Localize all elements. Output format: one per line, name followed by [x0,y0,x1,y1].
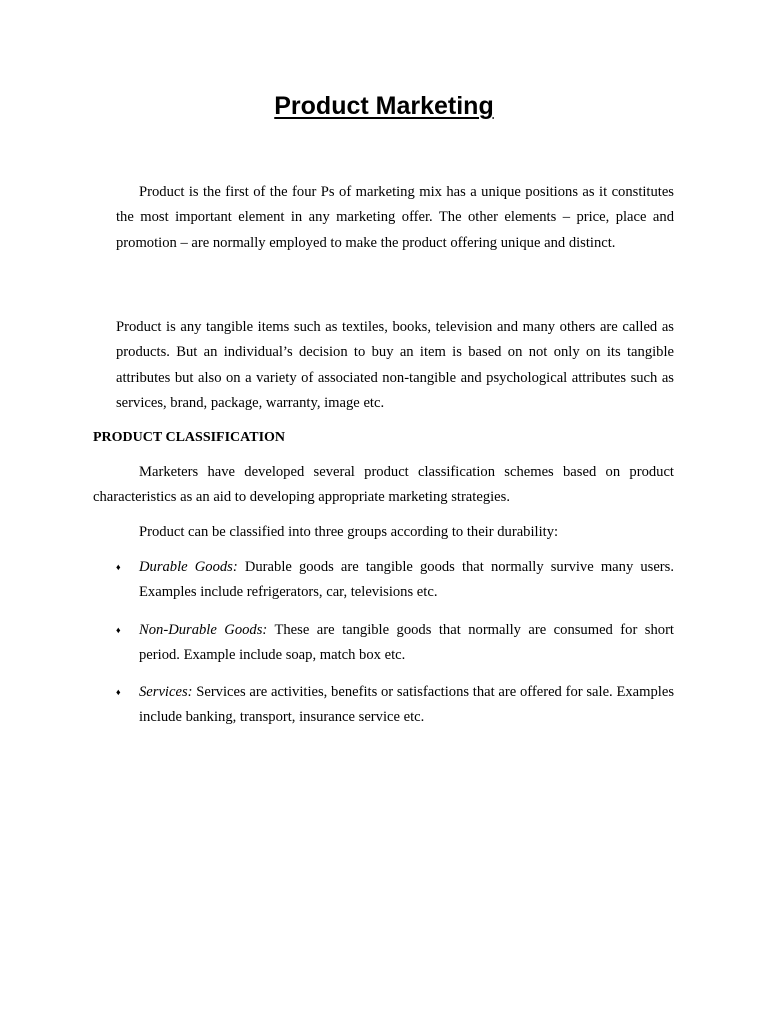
classification-lead-paragraph: Product can be classified into three groups according to their durability: [139,524,559,540]
diamond-bullet-icon: ♦ [116,624,121,635]
page-title: Product Marketing [274,92,494,120]
classification-intro-paragraph: Marketers have developed several product classification schemes based on product characteristics as an aid to developing appropriate marketing strategies. [93,464,674,506]
list-item-non-durable-goods [116,618,674,669]
list-item-term: Durable Goods: [139,559,238,575]
intro-paragraph: Product is the first of the four Ps of marketing mix has a unique positions as it constitutes the most important element in any marketing offer. The other elements – price, place and promotion – are normally employed to make the product offering unique and distinct. [116,184,674,251]
list-item-durable-goods [116,555,674,606]
section-heading: PRODUCT CLASSIFICATION [93,430,286,445]
diamond-bullet-icon: ♦ [116,687,121,698]
product-definition-paragraph: Product is any tangible items such as textiles, books, television and many others are called as products. But an individual’s decision to buy an item is based on not only on its tangible attributes but also on a variety of associated non-tangible and psychological attributes such as services, brand, package, warranty, image etc. [116,319,674,411]
classification-list [116,555,674,743]
list-item-text: These are tangible goods that normally are consumed for short period. Example include soap, match box etc. [139,621,674,663]
list-item-term: Services: [139,684,193,701]
list-item-text: Services are activities, benefits or satisfactions that are offered for sale. Examples include banking, transport, insurance service etc. [139,684,674,726]
list-item-text: Durable goods are tangible goods that normally survive many users. Examples include refrigerators, car, televisions etc. [139,559,674,601]
list-item-term: Non-Durable Goods: [139,621,268,638]
list-item-services [116,680,674,731]
diamond-bullet-icon: ♦ [116,562,121,572]
